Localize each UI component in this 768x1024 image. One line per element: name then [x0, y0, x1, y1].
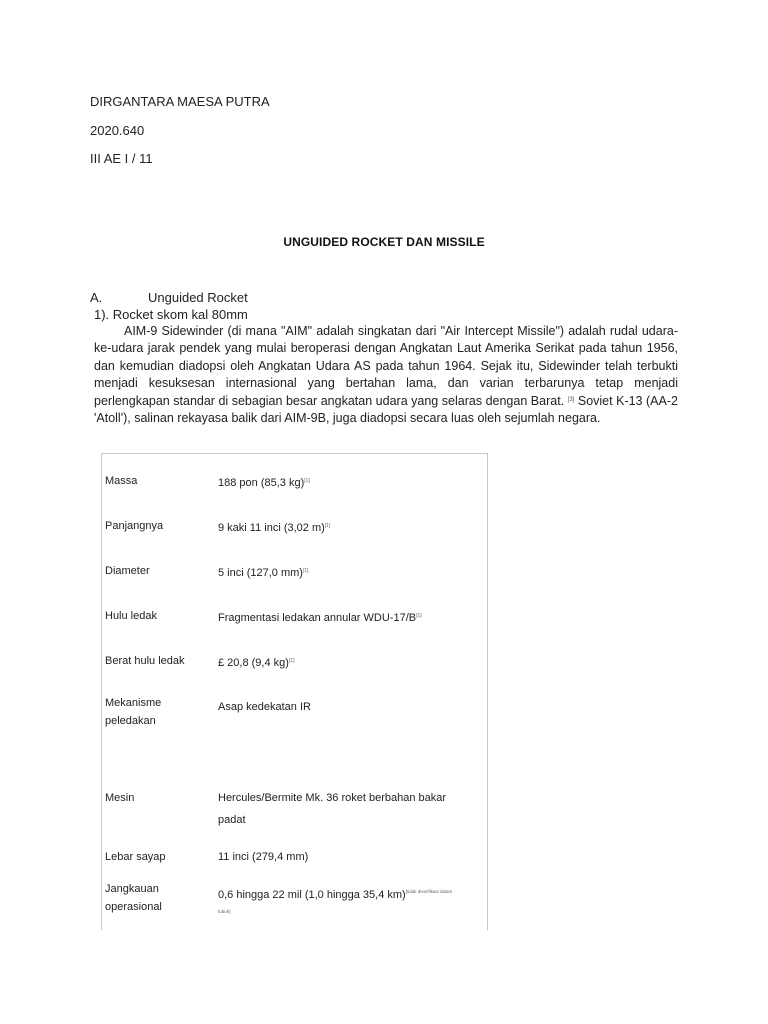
spec-label: Lebar sayap — [105, 851, 166, 863]
spec-value — [218, 470, 480, 494]
spec-value-text: 11 inci (279,4 mm) — [218, 851, 309, 863]
paragraph-text-2: Soviet K-13 (AA-2 'Atoll'), salinan rekayasa balik dari AIM-9B, juga diadopsi secara luas oleh sejumlah negara. — [94, 394, 678, 426]
spec-reference: [1] — [302, 568, 309, 574]
spec-table — [101, 453, 488, 930]
spec-value — [218, 696, 480, 718]
spec-label: Jangkauan operasional — [105, 883, 162, 913]
spec-reference: [1] — [324, 523, 331, 529]
spec-label: Diameter — [105, 565, 150, 577]
spec-value-text: 9 kaki 11 inci (3,02 m) — [218, 522, 325, 534]
section-heading-text: Unguided Rocket — [148, 290, 248, 305]
spec-value-text: £ 20,8 (9,4 kg) — [218, 657, 289, 669]
spec-reference: [1] — [304, 478, 310, 484]
section-heading — [90, 290, 248, 305]
document-title: UNGUIDED ROCKET DAN MISSILE — [283, 235, 485, 249]
spec-value — [218, 787, 473, 831]
spec-value-text: 5 inci (127,0 mm) — [218, 567, 303, 579]
spec-value — [218, 846, 480, 868]
spec-reference-note: tubuh] — [218, 909, 231, 914]
spec-label: Berat hulu ledak — [105, 655, 185, 667]
spec-reference: [1] — [416, 613, 422, 619]
author-id-number: 2020.640 — [90, 123, 145, 138]
author-name: DIRGANTARA MAESA PUTRA — [90, 94, 270, 109]
spec-label: Panjangnya — [105, 520, 164, 532]
spec-value-text: Asap kedekatan IR — [218, 701, 311, 713]
body-paragraph — [94, 323, 678, 428]
spec-value — [218, 560, 480, 584]
spec-value-text: 188 pon (85,3 kg) — [218, 477, 305, 489]
spec-label: Mekanisme peledakan — [105, 697, 162, 727]
spec-value — [218, 881, 480, 916]
spec-label: Massa — [105, 475, 138, 487]
spec-value — [218, 650, 480, 674]
spec-reference: [1] — [288, 658, 295, 664]
spec-value — [218, 605, 480, 629]
spec-value-text: Hercules/Bermite Mk. 36 roket berbahan bakar padat — [218, 792, 447, 826]
spec-label: Mesin — [105, 792, 135, 804]
sub-heading: 1). Rocket skom kal 80mm — [94, 307, 248, 322]
section-letter: A. — [90, 290, 103, 305]
paragraph-text-1: AIM-9 Sidewinder (di mana "AIM" adalah singkatan dari "Air Intercept Missile") adalah rudal udara-ke-udara jarak pendek yang mulai beroperasi dengan Angkatan Laut Amerika Serikat pada tahun 1956, dan kemudian diadopsi oleh Angkatan Udara AS pada tahun 1964. Sejak itu, Sidewinder telah terbukti menjadi kesuksesan internasional yang bertahan lama, dan varian terbarunya tetap menjadi perlengkapan standar di sebagian besar angkatan udara yang selaras dengan Barat. — [94, 324, 678, 409]
spec-reference: [tidak diverifikasi dalam — [405, 889, 453, 894]
paragraph-reference: [3] — [567, 397, 575, 404]
spec-value — [218, 515, 480, 539]
spec-value-text: Fragmentasi ledakan annular WDU-17/B — [218, 612, 417, 624]
author-class: III AE I / 11 — [90, 151, 153, 166]
spec-value-text: 0,6 hingga 22 mil (1,0 hingga 35,4 km) — [218, 889, 406, 901]
spec-label: Hulu ledak — [105, 610, 157, 622]
